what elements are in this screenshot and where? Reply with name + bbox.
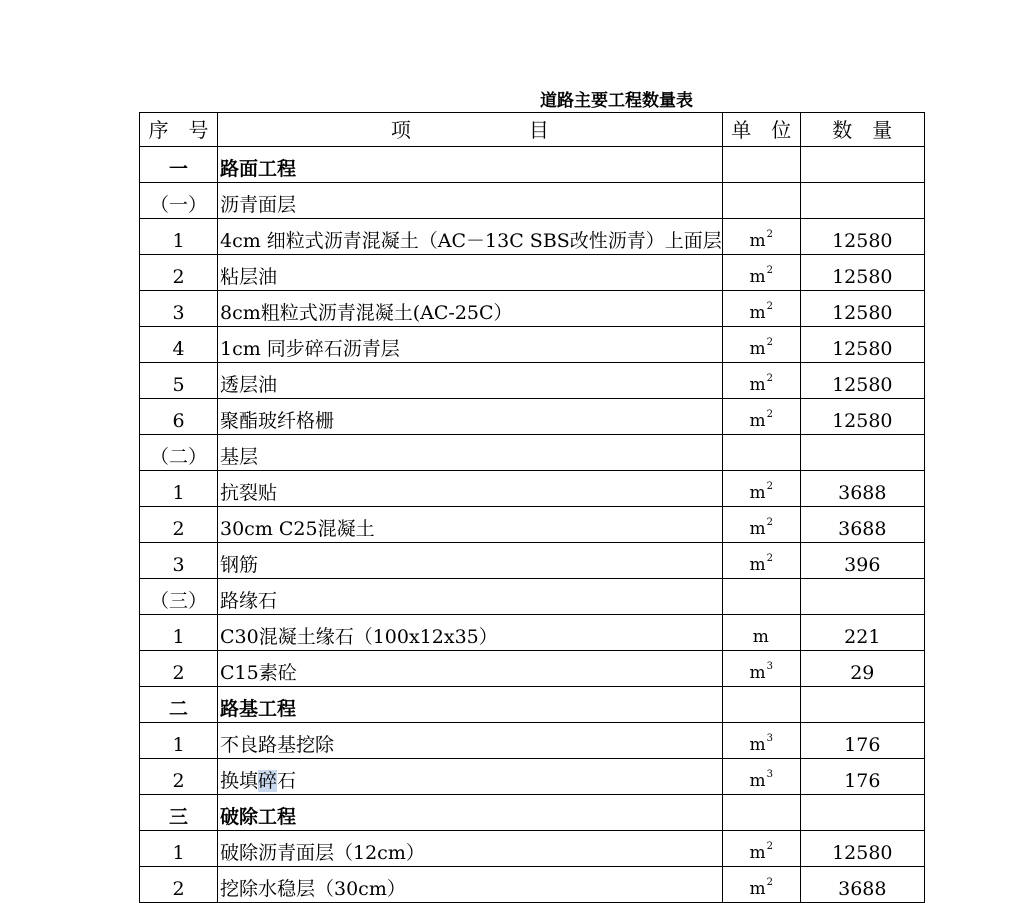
unit-exponent: 2 [766, 265, 774, 276]
unit-exponent: 2 [766, 337, 774, 348]
cell-qty[interactable] [800, 579, 924, 615]
unit-text: m [749, 339, 766, 359]
cell-qty[interactable] [800, 687, 924, 723]
unit-exponent: 2 [766, 517, 774, 528]
cell-item[interactable]: 路面工程 [218, 147, 723, 183]
unit-exponent: 2 [766, 841, 774, 852]
cell-item[interactable]: 破除工程 [218, 795, 723, 831]
table-row [140, 723, 925, 759]
cell-unit[interactable] [722, 543, 800, 579]
cell-item[interactable]: 路缘石 [218, 579, 723, 615]
cell-seq[interactable]: 二 [140, 687, 218, 723]
table-row [140, 507, 925, 543]
unit-exponent: 2 [766, 301, 774, 312]
header-seq[interactable]: 序 号 [140, 113, 218, 147]
cell-item[interactable] [218, 759, 723, 795]
table-row [140, 471, 925, 507]
cell-qty[interactable] [800, 435, 924, 471]
header-item-b: 目 [528, 117, 549, 142]
cell-item[interactable]: 不良路基挖除 [218, 723, 723, 759]
unit-exponent: 3 [766, 769, 774, 780]
cell-qty[interactable]: 176 [800, 759, 924, 795]
cell-unit[interactable] [722, 363, 800, 399]
table-row [140, 795, 925, 831]
header-item[interactable] [218, 113, 723, 147]
table-row [140, 327, 925, 363]
cell-unit[interactable] [722, 651, 800, 687]
cell-seq[interactable]: 2 [140, 507, 218, 543]
unit-text: m [749, 555, 766, 575]
cell-qty[interactable]: 29 [800, 651, 924, 687]
cell-qty[interactable]: 12580 [800, 363, 924, 399]
cell-unit[interactable] [722, 795, 800, 831]
cell-item[interactable]: 抗裂贴 [218, 471, 723, 507]
table-row [140, 399, 925, 435]
table-title: 道路主要工程数量表 [540, 91, 693, 111]
cell-unit[interactable] [722, 471, 800, 507]
cell-qty[interactable] [800, 795, 924, 831]
selected-text: 碎 [258, 770, 278, 792]
table-row [140, 651, 925, 687]
cell-item[interactable]: 基层 [218, 435, 723, 471]
cell-seq[interactable]: 5 [140, 363, 218, 399]
cell-unit[interactable] [722, 687, 800, 723]
cell-seq[interactable]: 4 [140, 327, 218, 363]
cell-seq[interactable]: 6 [140, 399, 218, 435]
cell-unit[interactable] [722, 507, 800, 543]
cell-seq[interactable]: 2 [140, 867, 218, 903]
unit-exponent: 2 [766, 373, 774, 384]
cell-unit[interactable] [722, 399, 800, 435]
cell-item[interactable]: 沥青面层 [218, 183, 723, 219]
cell-qty[interactable] [800, 183, 924, 219]
cell-qty[interactable]: 12580 [800, 831, 924, 867]
table-row [140, 255, 925, 291]
header-item-a: 项 [390, 117, 411, 142]
cell-item[interactable]: 透层油 [218, 363, 723, 399]
table-row [140, 183, 925, 219]
cell-seq[interactable]: 1 [140, 831, 218, 867]
cell-item[interactable]: 8cm粗粒式沥青混凝土(AC-25C） [218, 291, 723, 327]
table-row [140, 831, 925, 867]
cell-qty[interactable]: 176 [800, 723, 924, 759]
table-row [140, 579, 925, 615]
cell-seq[interactable]: （三） [140, 579, 218, 615]
cell-item-text: 石 [277, 770, 297, 792]
cell-item[interactable]: 钢筋 [218, 543, 723, 579]
header-row [140, 113, 925, 147]
cell-item[interactable]: 1cm 同步碎石沥青层 [218, 327, 723, 363]
cell-item[interactable]: 4cm 细粒式沥青混凝土（AC－13C SBS改性沥青）上面层 [218, 219, 723, 255]
cell-qty[interactable]: 3688 [800, 867, 924, 903]
cell-unit[interactable] [722, 147, 800, 183]
table-row [140, 291, 925, 327]
unit-exponent: 2 [766, 553, 774, 564]
cell-seq[interactable]: 三 [140, 795, 218, 831]
cell-item[interactable]: 聚酯玻纤格栅 [218, 399, 723, 435]
cell-seq[interactable]: 1 [140, 219, 218, 255]
unit-text: m [749, 303, 766, 323]
unit-exponent: 2 [766, 229, 774, 240]
cell-qty[interactable]: 12580 [800, 291, 924, 327]
cell-qty[interactable]: 12580 [800, 219, 924, 255]
cell-seq[interactable]: 2 [140, 255, 218, 291]
cell-seq[interactable]: 3 [140, 543, 218, 579]
table-row [140, 759, 925, 795]
unit-text: m [749, 519, 766, 539]
unit-exponent: 2 [766, 409, 774, 420]
cell-unit[interactable] [722, 723, 800, 759]
header-qty[interactable]: 数 量 [800, 113, 924, 147]
unit-text: m [749, 231, 766, 251]
cell-item[interactable]: 破除沥青面层（12cm） [218, 831, 723, 867]
cell-unit[interactable] [722, 183, 800, 219]
unit-exponent: 2 [766, 481, 774, 492]
unit-text: m [749, 267, 766, 287]
unit-exponent: 3 [766, 661, 774, 672]
table-row [140, 867, 925, 903]
cell-qty[interactable]: 221 [800, 615, 924, 651]
cell-item[interactable]: 挖除水稳层（30cm） [218, 867, 723, 903]
cell-unit[interactable] [722, 255, 800, 291]
unit-text: m [749, 411, 766, 431]
cell-unit[interactable] [722, 579, 800, 615]
cell-unit[interactable] [722, 291, 800, 327]
unit-exponent: 2 [766, 877, 774, 888]
cell-item[interactable]: C15素砼 [218, 651, 723, 687]
table-row [140, 219, 925, 255]
cell-seq[interactable]: 2 [140, 759, 218, 795]
cell-seq[interactable]: （一） [140, 183, 218, 219]
cell-seq[interactable]: 一 [140, 147, 218, 183]
cell-unit[interactable] [722, 327, 800, 363]
cell-unit[interactable] [722, 759, 800, 795]
table-row [140, 363, 925, 399]
cell-seq[interactable]: 3 [140, 291, 218, 327]
cell-seq[interactable]: 1 [140, 723, 218, 759]
cell-qty[interactable]: 396 [800, 543, 924, 579]
cell-unit[interactable] [722, 867, 800, 903]
unit-text: m [752, 627, 769, 647]
unit-text: m [749, 843, 766, 863]
unit-text: m [749, 663, 766, 683]
unit-text: m [749, 879, 766, 899]
cell-item-text: 换填 [220, 770, 259, 792]
header-unit[interactable]: 单 位 [722, 113, 800, 147]
table-row [140, 543, 925, 579]
table-row [140, 147, 925, 183]
cell-qty[interactable]: 3688 [800, 471, 924, 507]
cell-item[interactable]: 粘层油 [218, 255, 723, 291]
cell-unit[interactable] [722, 435, 800, 471]
table-body [140, 113, 925, 903]
cell-qty[interactable] [800, 147, 924, 183]
cell-item[interactable]: 30cm C25混凝土 [218, 507, 723, 543]
unit-text: m [749, 771, 766, 791]
cell-qty[interactable]: 12580 [800, 327, 924, 363]
cell-unit[interactable] [722, 615, 800, 651]
quantity-table [139, 112, 925, 903]
cell-qty[interactable]: 12580 [800, 399, 924, 435]
cell-seq[interactable]: 1 [140, 471, 218, 507]
cell-item[interactable]: C30混凝土缘石（100x12x35） [218, 615, 723, 651]
cell-qty[interactable]: 3688 [800, 507, 924, 543]
table-row [140, 687, 925, 723]
cell-item[interactable]: 路基工程 [218, 687, 723, 723]
cell-unit[interactable] [722, 831, 800, 867]
cell-seq[interactable]: （二） [140, 435, 218, 471]
cell-seq[interactable]: 2 [140, 651, 218, 687]
unit-text: m [749, 735, 766, 755]
unit-text: m [749, 375, 766, 395]
cell-qty[interactable]: 12580 [800, 255, 924, 291]
cell-seq[interactable]: 1 [140, 615, 218, 651]
table-row [140, 615, 925, 651]
table-row [140, 435, 925, 471]
unit-exponent: 3 [766, 733, 774, 744]
unit-text: m [749, 483, 766, 503]
cell-unit[interactable] [722, 219, 800, 255]
